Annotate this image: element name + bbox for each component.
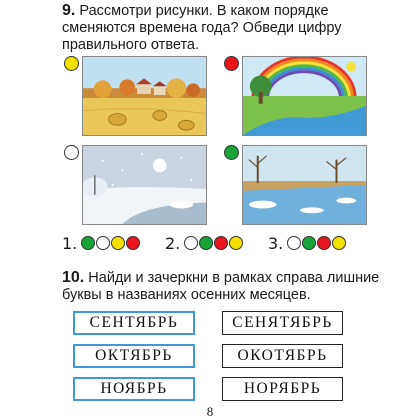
month-extra-november[interactable]: НОРЯБРЬ [222, 377, 343, 401]
task-9-text [62, 2, 402, 54]
answer-1-dot-2 [96, 236, 110, 250]
answer-1-dot-1 [81, 236, 95, 250]
month-correct-september: СЕНТЯБРЬ [73, 311, 195, 335]
answer-1-label[interactable]: 1. [62, 233, 78, 253]
month-correct-november: НОЯБРЬ [73, 377, 195, 401]
marker-autumn[interactable] [64, 56, 79, 71]
picture-spring [242, 145, 367, 225]
answer-1-dot-3 [111, 236, 125, 250]
month-extra-september[interactable]: СЕНЯТЯБРЬ [222, 311, 343, 335]
answer-2-dot-1 [184, 236, 198, 250]
marker-winter[interactable] [64, 145, 79, 160]
picture-winter [82, 145, 207, 225]
picture-summer [242, 56, 367, 136]
answer-2-label[interactable]: 2. [165, 233, 181, 253]
answer-2-dot-2 [199, 236, 213, 250]
picture-autumn [82, 56, 207, 136]
answer-3-dot-1 [287, 236, 301, 250]
answer-2-dot-4 [229, 236, 243, 250]
answer-3-dot-2 [302, 236, 316, 250]
task-9-number: 9. [62, 2, 76, 19]
answer-options [62, 232, 412, 254]
answer-option-2[interactable] [165, 232, 244, 254]
answer-2-dot-3 [214, 236, 228, 250]
month-correct-october: ОКТЯБРЬ [73, 344, 195, 368]
task-10-number: 10. [62, 269, 85, 286]
task-10-text [62, 269, 402, 304]
task-9-instructions: Рассмотри рисунки. В каком порядке сменяются времена года? Обведи цифру правильного ответа. [62, 3, 342, 53]
answer-3-label[interactable]: 3. [268, 233, 284, 253]
answer-option-1[interactable] [62, 232, 141, 254]
marker-summer-red[interactable] [224, 56, 239, 71]
answer-option-3[interactable] [268, 232, 347, 254]
answer-1-dot-4 [126, 236, 140, 250]
task-10-instructions: Найди и зачеркни в рамках справа лишние буквы в названиях осенних месяцев. [62, 270, 380, 303]
marker-spring[interactable] [224, 145, 239, 160]
answer-3-dot-4 [332, 236, 346, 250]
page-number: 8 [206, 404, 214, 419]
month-extra-october[interactable]: ОКОТЯБРЬ [222, 344, 343, 368]
answer-3-dot-3 [317, 236, 331, 250]
